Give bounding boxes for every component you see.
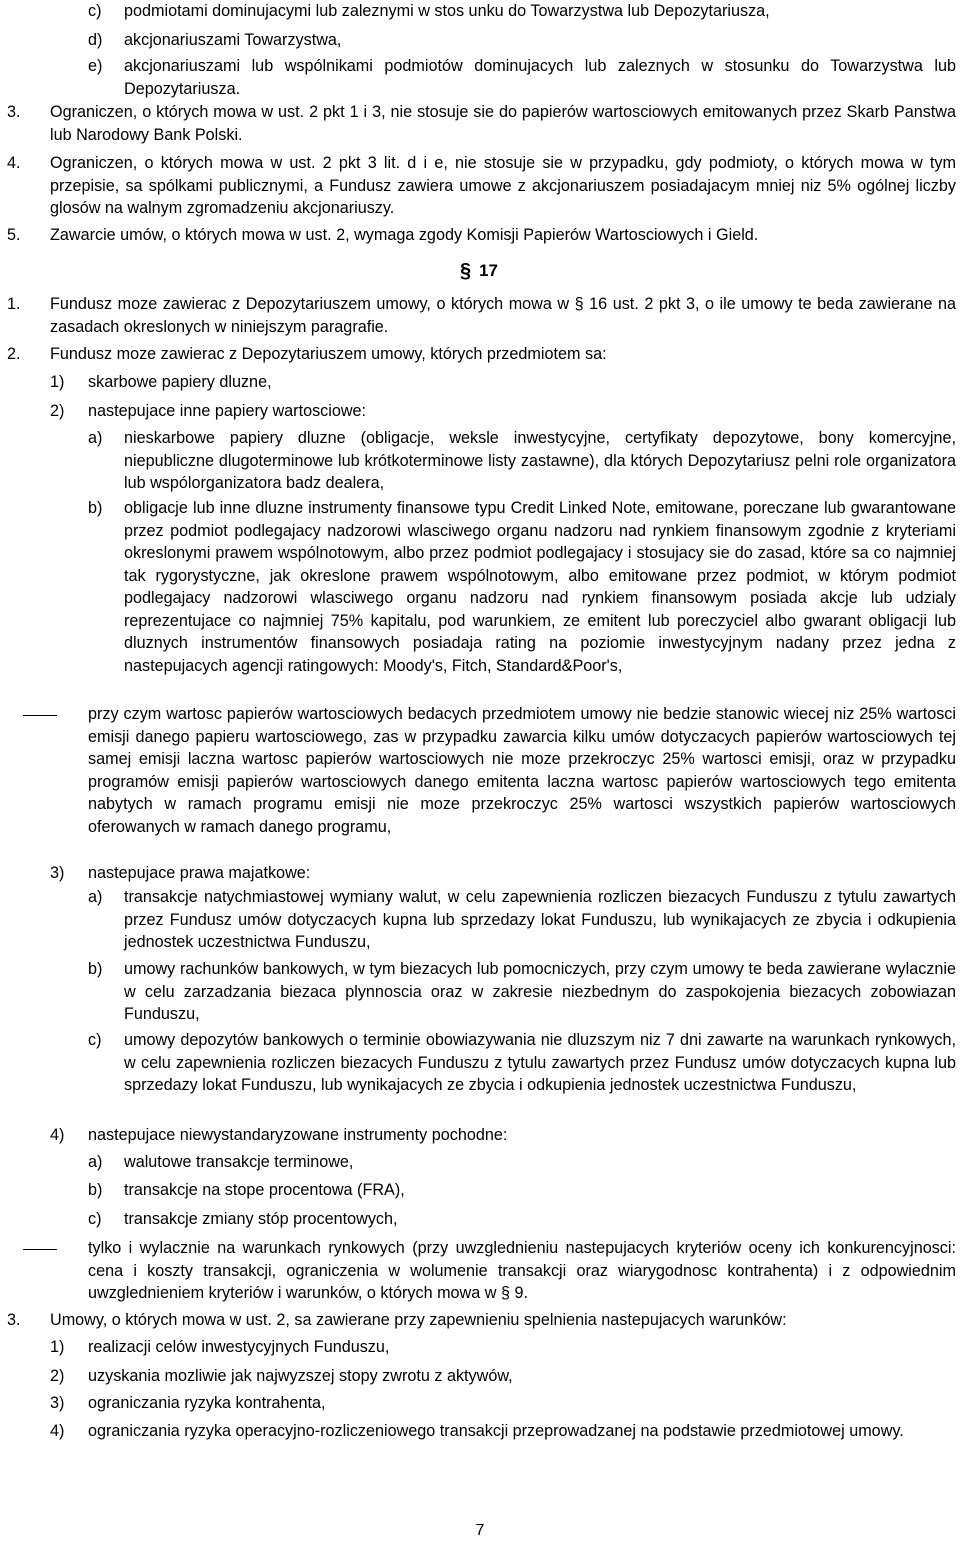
- section-heading: [460, 259, 500, 282]
- list-item-text: ograniczania ryzyka kontrahenta,: [88, 1394, 326, 1412]
- list-marker: b): [88, 499, 103, 517]
- list-marker: 3.: [7, 103, 21, 121]
- list-item-text: akcjonariuszami Towarzystwa,: [124, 31, 342, 49]
- list-marker: 1.: [7, 295, 21, 313]
- list-marker: b): [88, 1181, 103, 1199]
- list-marker: 1): [50, 373, 65, 391]
- list-item-text: akcjonariuszami lub wspólnikami podmiotów dominujacych lub zaleznych w stosunku do Towarzystwa lub Depozytariusza.: [124, 57, 956, 98]
- list-marker: a): [88, 429, 103, 447]
- list-item-text: umowy rachunków bankowych, w tym biezacych lub pomocniczych, przy czym umowy te beda zawierane wylacznie w celu zarzadzania biezaca plynnoscia oraz w zakresie niezbednym do zaspokojenia biezacych zobowiazan Funduszu,: [124, 960, 956, 1023]
- list-marker: 2.: [7, 345, 21, 363]
- list-item-text: Fundusz moze zawierac z Depozytariuszem umowy, o których mowa w § 16 ust. 2 pkt 3, o ile umowy te beda zawierane na zasadach okreslonych w niniejszym paragrafie.: [50, 295, 956, 336]
- list-item-text: nastepujace prawa majatkowe:: [88, 864, 311, 882]
- list-marker: 4.: [7, 154, 21, 172]
- list-marker: d): [88, 31, 103, 49]
- list-marker: a): [88, 888, 103, 906]
- list-marker: 1): [50, 1338, 65, 1356]
- list-item-text: nastepujace inne papiery wartosciowe:: [88, 402, 367, 420]
- list-marker: b): [88, 960, 103, 978]
- list-marker: c): [88, 2, 102, 20]
- list-marker: 3): [50, 864, 65, 882]
- list-marker: 3.: [7, 1311, 21, 1329]
- list-item-text: ograniczania ryzyka operacyjno-rozliczeniowego transakcji przeprowadzanej na podstawie przedmiotowej umowy.: [88, 1422, 904, 1440]
- list-item-text: obligacje lub inne dluzne instrumenty finansowe typu Credit Linked Note, emitowane, poreczane lub gwarantowane przez podmiot podlegajacy nadzorowi wlasciwego organu nadzoru nad rynkiem finansowym zgodnie z kryteriami okreslonymi prawem wspólnotowym, albo przez podmiot podlegajacy i stosujacy sie do zasad, które sa co najmniej tak rygorystyczne, jak okreslone prawem wspólnotowym, albo emitowane przez podmiot, w którym podmiot podlegajacy nadzorowi wlasciwego organu nadzoru nad rynkiem finansowym posiada akcje lub udzialy reprezentujace co najmniej 75% kapitalu, pod warunkiem, ze emitent lub poreczyciel albo gwarant obligacji lub dluznych instrumentów finansowych posiadaja rating na poziomie inwestycyjnym nadany przez jedna z nastepujacych agencji ratingowych: Moody's, Fitch, Standard&Poor's,: [124, 499, 956, 675]
- list-marker: c): [88, 1210, 102, 1228]
- list-item-text: walutowe transakcje terminowe,: [124, 1153, 354, 1171]
- list-item-text: tylko i wylacznie na warunkach rynkowych (przy uwzglednieniu nastepujacych kryteriów oceny ich konkurencyjnosci: cena i koszty transakcji, ograniczenia w wolumenie transakcji oraz wiarygodnosc kontrahenta) i z odpowiednim uwzglednieniem kryteriów i warunków, o których mowa w § 9.: [88, 1239, 956, 1302]
- list-item-text: realizacji celów inwestycyjnych Funduszu,: [88, 1338, 390, 1356]
- list-item-text: nieskarbowe papiery dluzne (obligacje, weksle inwestycyjne, certyfikaty depozytowe, bony komercyjne, niepubliczne dlugoterminowe lub krótkoterminowe listy zastawne), dla których Depozytariusz pelni role organizatora lub wspólorganizatora badz dealera,: [124, 429, 956, 492]
- list-marker: 4): [50, 1126, 65, 1144]
- list-marker: e): [88, 57, 103, 75]
- list-marker: 3): [50, 1394, 65, 1412]
- list-marker: 5.: [7, 226, 21, 244]
- list-item-text: transakcje zmiany stóp procentowych,: [124, 1210, 398, 1228]
- list-item-text: umowy depozytów bankowych o terminie obowiazywania nie dluzszym niz 7 dni zawarte na warunkach rynkowych, w celu zapewnienia rozliczen biezacych Funduszu z tytulu zawartych przez Fundusz umów dotyczacych kupna lub sprzedazy lokat Funduszu, lub wynikajacych ze zbycia i odkupienia jednostek uczestnictwa Funduszu,: [124, 1031, 956, 1094]
- list-item-text: Umowy, o których mowa w ust. 2, sa zawierane przy zapewnieniu spelnienia nastepujacych warunków:: [50, 1311, 787, 1329]
- list-item-text: podmiotami dominujacymi lub zaleznymi w stos unku do Towarzystwa lub Depozytariusza,: [124, 2, 770, 20]
- page-number: 7: [475, 1522, 485, 1539]
- list-item-text: skarbowe papiery dluzne,: [88, 373, 272, 391]
- list-marker: 2): [50, 1367, 65, 1385]
- list-marker: 2): [50, 402, 65, 420]
- list-item-text: przy czym wartosc papierów wartosciowych bedacych przedmiotem umowy nie bedzie stanowic wiecej niz 25% wartosci emisji danego papieru wartosciowego, zas w przypadku zawarcia kilku umów dotyczacych papierów wartosciowych tej samej emisji laczna wartosc papierów wartosciowych nie moze przekroczyc 25% wartosci emisji, oraz w przypadku programów emisji papierów wartosciowych danego emitenta laczna wartosc papierów wartosciowych tego emitenta nabytych w ramach programu emisji nie moze przekroczyc 25% wartosci wszystkich papierów wartosciowych oferowanych w ramach danego programu,: [88, 705, 956, 836]
- paragraph-symbol: §: [460, 260, 472, 282]
- list-marker: c): [88, 1031, 102, 1049]
- list-item-text: Ograniczen, o których mowa w ust. 2 pkt 1 i 3, nie stosuje sie do papierów wartosciowych emitowanych przez Skarb Panstwa lub Narodowy Bank Polski.: [50, 103, 956, 144]
- list-item-text: Zawarcie umów, o których mowa w ust. 2, wymaga zgody Komisji Papierów Wartosciowych i Gield.: [50, 226, 759, 244]
- dash-marker: [23, 715, 57, 716]
- list-marker: 4): [50, 1422, 65, 1440]
- list-item-text: nastepujace niewystandaryzowane instrumenty pochodne:: [88, 1126, 508, 1144]
- list-item-text: Fundusz moze zawierac z Depozytariuszem umowy, których przedmiotem sa:: [50, 345, 607, 363]
- dash-marker: [23, 1249, 57, 1250]
- list-marker: a): [88, 1153, 103, 1171]
- list-item-text: transakcje natychmiastowej wymiany walut, w celu zapewnienia rozliczen biezacych Funduszu z tytulu zawartych przez Fundusz umów dotyczacych kupna lub sprzedazy lokat Funduszu, lub wynikajacych ze zbycia i odkupienia jednostek uczestnictwa Funduszu,: [124, 888, 956, 951]
- section-number: 17: [479, 261, 498, 280]
- list-item-text: uzyskania mozliwie jak najwyzszej stopy zwrotu z aktywów,: [88, 1367, 513, 1385]
- list-item-text: transakcje na stope procentowa (FRA),: [124, 1181, 405, 1199]
- list-item-text: Ograniczen, o których mowa w ust. 2 pkt 3 lit. d i e, nie stosuje sie w przypadku, gdy podmioty, o których mowa w tym przepisie, sa spólkami publicznymi, a Fundusz zawiera umowe z akcjonariuszem posiadajacym mniej niz 5% ogólnej liczby glosów na walnym zgromadzeniu akcjonariuszy.: [50, 154, 956, 217]
